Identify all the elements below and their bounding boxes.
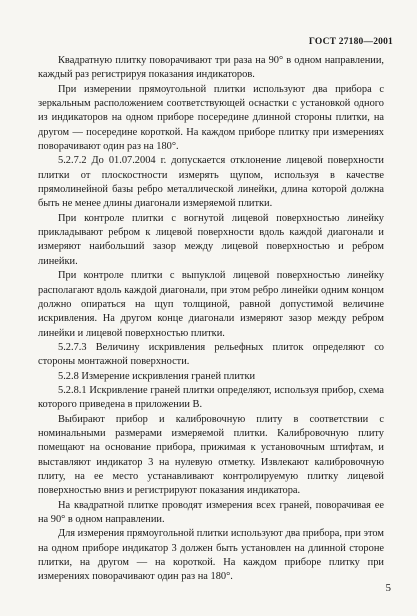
paragraph: При измерении прямоугольной плитки используют два прибора с зеркальным расположением соответствующей оснастки с установкой одного из индикаторов на одном приборе посередине длинной стороны плитки, на другом — посередине короткой. На каждом приборе плитку при измерениях поворачивают один раз на 180°. [38,83,384,153]
body-text [38,54,384,585]
paragraph: 5.2.8.1 Искривление граней плитки определяют, используя прибор, схема которого приведена в приложении В. [38,384,384,411]
paragraph: 5.2.7.2 До 01.07.2004 г. допускается отклонение лицевой поверхности плитки от плоскостности измерять щупом, используя в качестве прямолинейной базы ребро металлической линейки, длина которой должна быть не менее длины диагонали измеряемой плитки. [38,155,384,210]
section-heading: 5.2.8 Измерение искривления граней плитки [58,370,256,382]
paragraph: Выбирают прибор и калибровочную плиту в соответствии с номинальными размерами измеряемой плитки. Калибровочную плиту помещают на основание прибора, прижимая к установочным штифтам, и выставляют индикатор 3 на нулевую отметку. Извлекают калибровочную плиту, на ее место устанавливают контролируемую плитку лицевой поверхностью вниз и регистрируют показания индикатора. [38,413,384,497]
paragraph: Для измерения прямоугольной плитки используют два прибора, при этом на одном приборе индикатор 3 должен быть установлен на длинной стороне плитки, на другом — на короткой. На каждом приборе плитку при измерениях поворачивают один раз на 180°. [38,528,384,583]
paragraph: При контроле плитки с выпуклой лицевой поверхностью линейку располагают вдоль каждой диагонали, при этом ребро линейки одним концом должно опираться на щуп толщиной, равной допустимой величине искривления. На другом конце диагонали измеряют зазор между ребром линейки и лицевой поверхностью плитки. [38,270,384,339]
paragraph: 5.2.7.3 Величину искривления рельефных плиток определяют со стороны монтажной поверхности. [38,341,384,368]
paragraph: На квадратной плитке проводят измерения всех граней, поворачивая ее на 90° в одном направлении. [38,499,384,525]
standard-header: ГОСТ 27180—2001 [308,37,393,47]
page-number: 5 [385,582,391,594]
paragraph: Квадратную плитку поворачивают три раза на 90° в одном направлении, каждый раз регистрируя показания индикаторов. [38,55,384,81]
paragraph: При контроле плитки с вогнутой лицевой поверхностью линейку прикладывают ребром к лицевой поверхности вдоль каждой диагонали и измеряют наибольший зазор между лицевой поверхностью и ребром линейки. [38,212,384,267]
